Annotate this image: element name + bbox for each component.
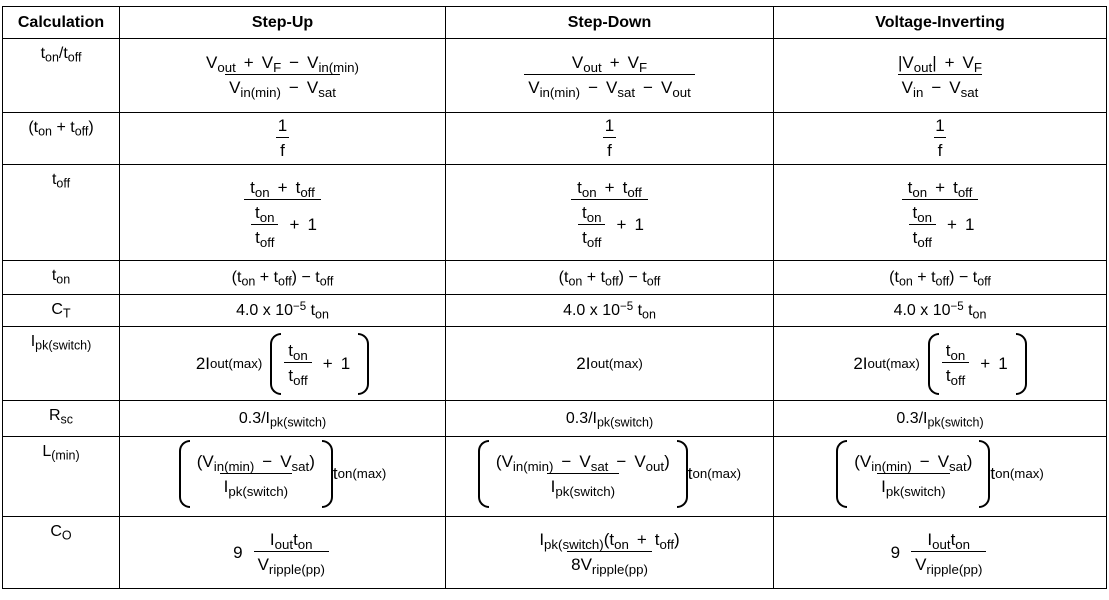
formula-stepup-ton: $(t_{on} + t_{off}) - t_{off}$ xyxy=(120,261,446,295)
formula-inverting-ipk: 2 I out(max) $\frac{t_{on}}{t_{off}}$ + 1 xyxy=(774,327,1107,401)
label-ipk-switch: $I_{pk(switch)}$ xyxy=(3,327,120,401)
label-ct: $C_T$ xyxy=(3,295,120,327)
formula-inverting-lmin: $\frac{(V_{in(min)} - V_{sat})}{I_{pk(switch)}}$ t on(max) xyxy=(774,437,1107,517)
formula-stepdown-ton: $(t_{on} + t_{off}) - t_{off}$ xyxy=(446,261,774,295)
header-step-down: Step-Down xyxy=(446,7,774,39)
formula-inverting-period: $\frac{1}{f}$ xyxy=(774,113,1107,165)
label-rsc: $R_{sc}$ xyxy=(3,401,120,437)
formula-stepdown-toff: $t_{on} + t_{off}$ $\frac{t_{on}}{t_{off}}$ + 1 xyxy=(446,165,774,261)
row-toff xyxy=(3,165,1107,261)
formula-inverting-rsc: $0.3/I_{pk(switch)}$ xyxy=(774,401,1107,437)
label-lmin: $L_{(min)}$ xyxy=(3,437,120,517)
formula-stepdown-period: $\frac{1}{f}$ xyxy=(446,113,774,165)
header-step-up: Step-Up xyxy=(120,7,446,39)
formula-stepup-rsc: $0.3/I_{pk(switch)}$ xyxy=(120,401,446,437)
header-row xyxy=(3,7,1107,39)
formula-inverting-ton-toff: $\frac{|V_{out}| + V_F}{V_{in} - V_{sat}}$ xyxy=(774,39,1107,113)
row-ton-plus-toff xyxy=(3,113,1107,165)
formula-stepup-lmin: $\frac{(V_{in(min)} - V_{sat})}{I_{pk(switch)}}$ t on(max) xyxy=(120,437,446,517)
label-ton: $t_{on}$ xyxy=(3,261,120,295)
formula-inverting-co: 9 $\frac{I_{out}t_{on}}{V_{ripple(pp)}}$ xyxy=(774,517,1107,589)
row-co xyxy=(3,517,1107,589)
formula-stepdown-ct: 4.0 x $10^{-5}$ $t_{on}$ xyxy=(446,295,774,327)
row-lmin xyxy=(3,437,1107,517)
header-calculation: Calculation xyxy=(3,7,120,39)
row-ipk-switch xyxy=(3,327,1107,401)
calculation-table xyxy=(2,6,1107,589)
formula-stepdown-lmin: $\frac{(V_{in(min)} - V_{sat} - V_{out})}{I_{pk(switch)}}$ t on(max) xyxy=(446,437,774,517)
formula-inverting-toff: $t_{on} + t_{off}$ $\frac{t_{on}}{t_{off}}$ + 1 xyxy=(774,165,1107,261)
row-ton-toff xyxy=(3,39,1107,113)
formula-stepup-period: $\frac{1}{f}$ xyxy=(120,113,446,165)
formula-stepup-ton-toff: $\frac{V_{out} + V_F - V_{in(min)}}{V_{in(min)} - V_{sat}}$ xyxy=(120,39,446,113)
formula-stepdown-co: $\frac{I_{pk(switch)}(t_{on} + t_{off})}{8V_{ripple(pp)}}$ xyxy=(446,517,774,589)
formula-stepdown-ton-toff: $\frac{V_{out} + V_F}{V_{in(min)} - V_{sat} - V_{out}}$ xyxy=(446,39,774,113)
label-toff: $t_{off}$ xyxy=(3,165,120,261)
row-ton xyxy=(3,261,1107,295)
formula-stepup-co: 9 $\frac{I_{out}t_{on}}{V_{ripple(pp)}}$ xyxy=(120,517,446,589)
label-ton-plus-toff: $(t_{on} + t_{off})$ xyxy=(3,113,120,165)
formula-stepup-ipk: 2 I out(max) $\frac{t_{on}}{t_{off}}$ + 1 xyxy=(120,327,446,401)
header-voltage-inverting: Voltage-Inverting xyxy=(774,7,1107,39)
formula-stepdown-rsc: $0.3/I_{pk(switch)}$ xyxy=(446,401,774,437)
label-co: $C_O$ xyxy=(3,517,120,589)
formula-inverting-ct: 4.0 x $10^{-5}$ $t_{on}$ xyxy=(774,295,1107,327)
row-rsc xyxy=(3,401,1107,437)
formula-stepdown-ipk: 2 I out(max) xyxy=(446,327,774,401)
label-ton-toff: $t_{on}/t_{off}$ xyxy=(3,39,120,113)
formula-stepup-ct: 4.0 x $10^{-5}$ $t_{on}$ xyxy=(120,295,446,327)
row-ct xyxy=(3,295,1107,327)
formula-inverting-ton: $(t_{on} + t_{off}) - t_{off}$ xyxy=(774,261,1107,295)
formula-stepup-toff: $t_{on} + t_{off}$ $\frac{t_{on}}{t_{off}}$ + 1 xyxy=(120,165,446,261)
